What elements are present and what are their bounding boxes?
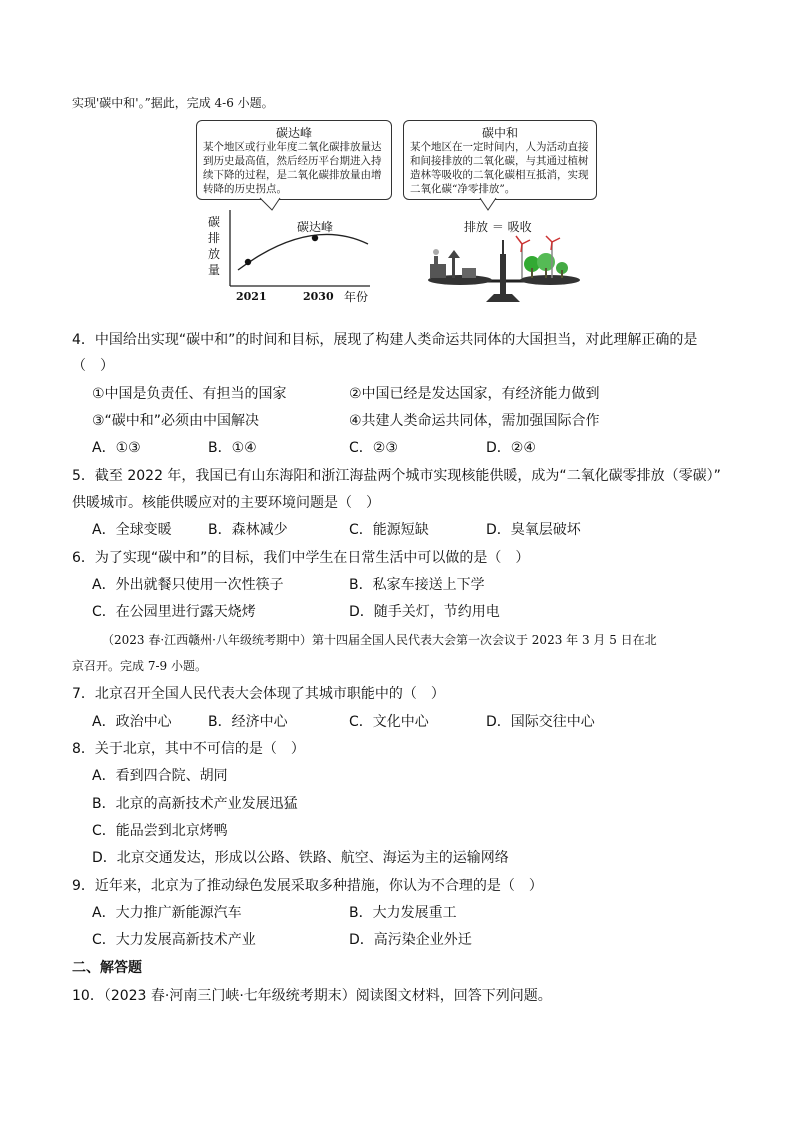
peak-label: 碳达峰 xyxy=(297,220,334,234)
q9-option-a[interactable]: A．大力推广新能源汽车 xyxy=(92,905,242,921)
balance-label: 排放 ＝ 吸收 xyxy=(464,220,532,234)
q6-option-a[interactable]: A．外出就餐只使用一次性筷子 xyxy=(92,577,284,593)
ylabel-char: 量 xyxy=(208,263,221,277)
q6-option-d[interactable]: D．随手关灯，节约用电 xyxy=(349,604,500,620)
q8-option-c[interactable]: C．能品尝到北京烤鸭 xyxy=(92,823,228,839)
section-title: 二、解答题 xyxy=(72,960,142,976)
q4-option-c[interactable]: C．②③ xyxy=(349,440,398,456)
question-5-stem: 5．截至 2022 年，我国已有山东海阳和浙江海盐两个城市实现核能供暖，成为“二氧化碳零排放（零碳）” xyxy=(72,468,721,484)
q4-option-b[interactable]: B．①④ xyxy=(208,440,257,456)
question-5-stem-cont: 供暖城市。核能供暖应对的主要环境问题是（ ） xyxy=(72,495,380,511)
q5-option-c[interactable]: C．能源短缺 xyxy=(349,522,429,538)
trees-icon xyxy=(516,236,568,278)
x-axis-label: 年份 xyxy=(344,290,369,304)
x-tick-2021: 2021 xyxy=(236,290,267,303)
source-line-1: （2023 春·江西赣州·八年级统考期中）第十四届全国人民代表大会第一次会议于 2023 年 3 月 5 日在北 xyxy=(102,633,657,647)
statement-3: ③“碳中和”必须由中国解决 xyxy=(92,413,260,429)
point-2021 xyxy=(245,259,251,265)
q8-option-a[interactable]: A．看到四合院、胡同 xyxy=(92,768,228,784)
source-line-2: 京召开。完成 7-9 小题。 xyxy=(72,659,207,673)
q6-option-b[interactable]: B．私家车接送上下学 xyxy=(349,577,485,593)
q5-option-b[interactable]: B．森林减少 xyxy=(208,522,288,538)
q7-option-b[interactable]: B．经济中心 xyxy=(208,714,288,730)
point-2030 xyxy=(312,235,318,241)
q8-option-b[interactable]: B．北京的高新技术产业发展迅猛 xyxy=(92,796,298,812)
statement-2: ②中国已经是发达国家，有经济能力做到 xyxy=(349,386,600,402)
ylabel-char: 碳 xyxy=(208,215,221,229)
q9-option-b[interactable]: B．大力发展重工 xyxy=(349,905,457,921)
neutral-definition-box xyxy=(403,120,597,200)
peak-definition-box xyxy=(196,120,392,200)
q5-option-a[interactable]: A．全球变暖 xyxy=(92,522,172,538)
q6-option-c[interactable]: C．在公园里进行露天烧烤 xyxy=(92,604,256,620)
question-9-stem: 9．近年来，北京为了推动绿色发展采取多种措施，你认为不合理的是（ ） xyxy=(72,878,543,894)
question-4-stem-cont: （ ） xyxy=(72,358,114,374)
question-10-stem: 10．（2023 春·河南三门峡·七年级统考期末）阅读图文材料，回答下列问题。 xyxy=(72,988,552,1004)
factory-icon xyxy=(430,249,476,278)
neutral-box-text: 某个地区在一定时间内，人为活动直接和间接排放的二氧化碳，与其通过植树造林等吸收的二氧化碳相互抵消，实现二氧化碳“净零排放”。 xyxy=(410,141,589,195)
peak-box-text: 某个地区或行业年度二氧化碳排放量达到历史最高值，然后经历平台期进入持续下降的过程，是二氧化碳排放量由增转降的历史拐点。 xyxy=(203,141,382,195)
q4-option-d[interactable]: D．②④ xyxy=(486,440,536,456)
ylabel-char: 排 xyxy=(208,231,221,245)
y-axis-label xyxy=(208,214,222,278)
x-tick-2030: 2030 xyxy=(303,290,334,303)
question-4-stem: 4．中国给出实现“碳中和”的时间和目标，展现了构建人类命运共同体的大国担当，对此理解正确的是 xyxy=(72,332,698,348)
neutral-box-title: 碳中和 xyxy=(481,126,518,140)
q9-option-d[interactable]: D．高污染企业外迁 xyxy=(349,932,472,948)
emission-curve xyxy=(238,234,368,270)
question-7-stem: 7．北京召开全国人民代表大会体现了其城市职能中的（ ） xyxy=(72,686,445,702)
q7-option-c[interactable]: C．文化中心 xyxy=(349,714,429,730)
statement-1: ①中国是负责任、有担当的国家 xyxy=(92,386,287,402)
q8-option-d[interactable]: D．北京交通发达，形成以公路、铁路、航空、海运为主的运输网络 xyxy=(92,850,509,866)
question-6-stem: 6．为了实现“碳中和”的目标，我们中学生在日常生活中可以做的是（ ） xyxy=(72,550,530,566)
question-8-stem: 8．关于北京，其中不可信的是（ ） xyxy=(72,741,305,757)
q7-option-a[interactable]: A．政治中心 xyxy=(92,714,172,730)
q9-option-c[interactable]: C．大力发展高新技术产业 xyxy=(92,932,256,948)
q7-option-d[interactable]: D．国际交往中心 xyxy=(486,714,595,730)
intro-line: 实现'碳中和'。”据此，完成 4-6 小题。 xyxy=(72,96,274,110)
q5-option-d[interactable]: D．臭氧层破坏 xyxy=(486,522,581,538)
statement-4: ④共建人类命运共同体，需加强国际合作 xyxy=(349,413,600,429)
ylabel-char: 放 xyxy=(208,247,221,261)
peak-box-title: 碳达峰 xyxy=(275,126,312,140)
q4-option-a[interactable]: A．①③ xyxy=(92,440,141,456)
